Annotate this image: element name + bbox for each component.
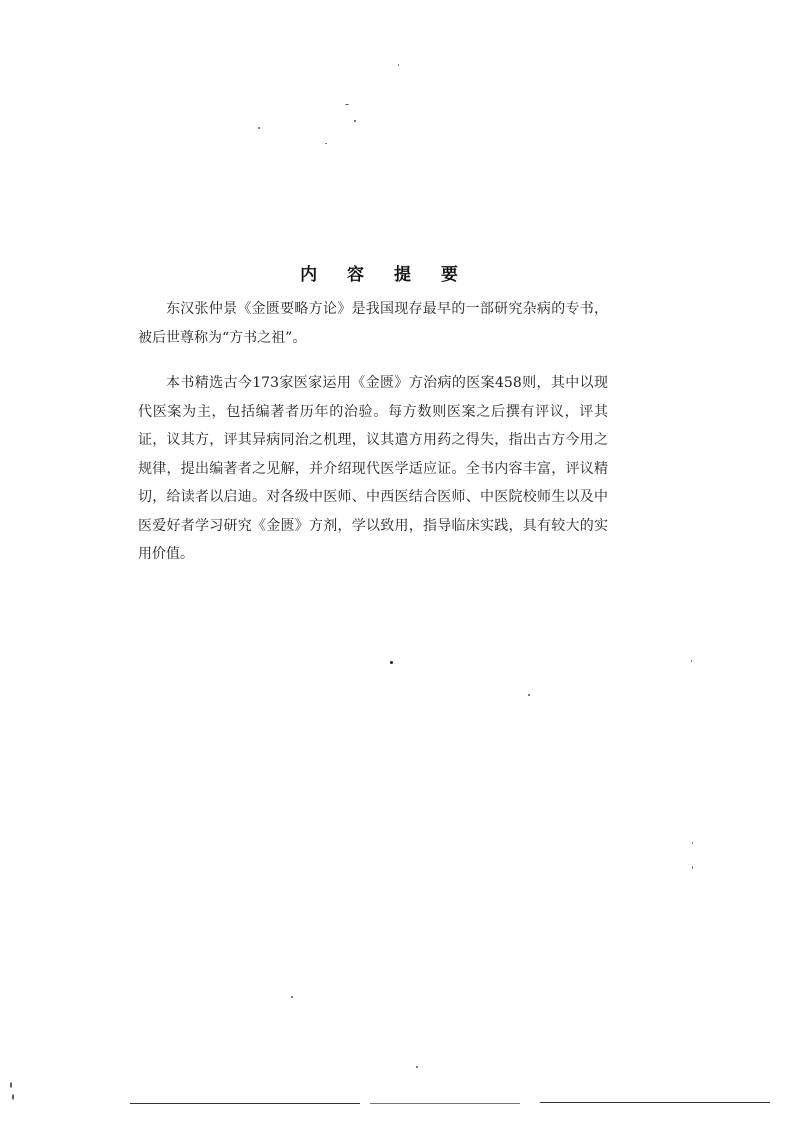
scan-speck xyxy=(692,842,693,844)
scan-speck xyxy=(398,64,399,66)
scan-speck xyxy=(291,996,293,998)
scan-speck xyxy=(354,120,356,122)
paragraph: 东汉张仲景《金匮要略方论》是我国现存最早的一部研究杂病的专书，被后世尊称为“方书之祖”。 xyxy=(138,301,608,346)
scan-speck xyxy=(10,1082,12,1088)
scan-edge-line xyxy=(540,1102,770,1103)
scan-speck xyxy=(416,1066,418,1068)
scan-speck xyxy=(390,661,393,664)
scan-edge-line xyxy=(130,1103,360,1104)
scan-speck xyxy=(345,104,349,105)
paragraph: 本书精选古今173家医家运用《金匮》方治病的医案458则，其中以现代医案为主，包括编著者历年的治验。每方数则医案之后撰有评议，评其证，议其方，评其异病同治之机理，议其遣方用药之得失，指出古方今用之规律，提出编著者之见解，并介绍现代医学适应证。全书内容丰富，评议精切，给读者以启迪。对各级中医师、中西医结合医师、中医院校师生以及中医爱好者学习研究《金匮》方剂，学以致用，指导临床实践，具有较大的实用价值。 xyxy=(138,375,608,562)
scan-speck xyxy=(12,1094,14,1100)
scan-speck xyxy=(258,127,260,129)
page-title: 内 容 提 要 xyxy=(300,265,470,286)
scan-speck xyxy=(691,660,692,662)
scan-speck xyxy=(692,866,693,869)
scan-speck xyxy=(325,143,327,144)
scan-speck xyxy=(528,694,530,696)
summary-body xyxy=(138,295,608,586)
scan-edge-line xyxy=(370,1103,520,1104)
